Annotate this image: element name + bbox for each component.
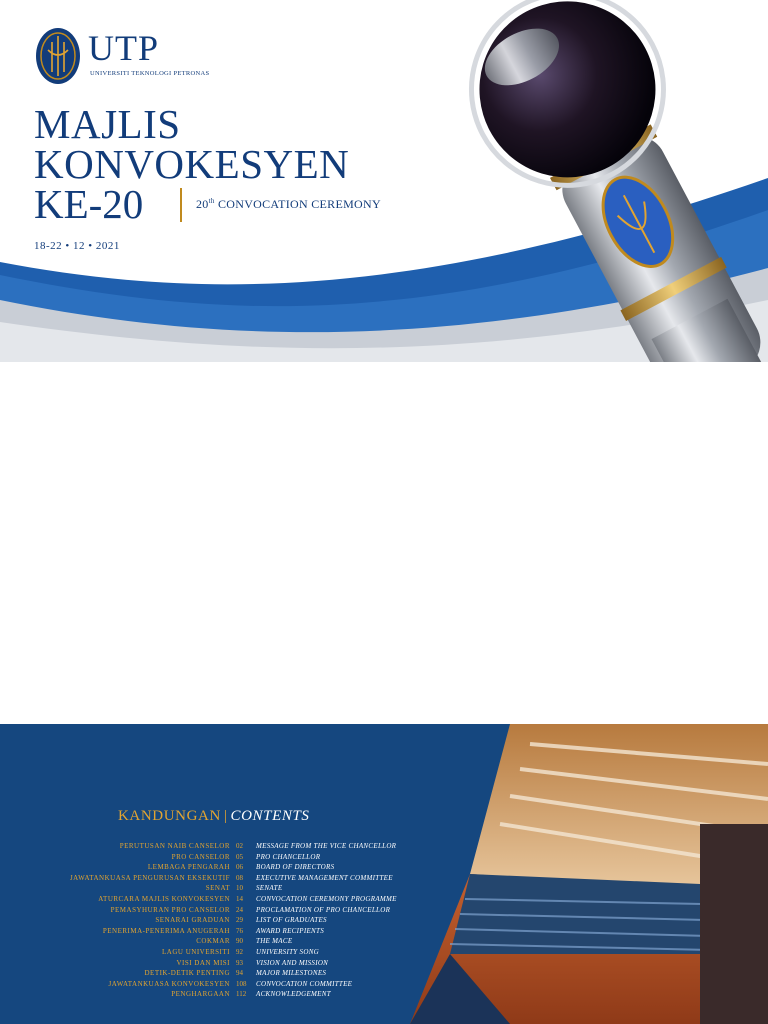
entry-page-number: 14 <box>236 895 243 903</box>
contents-heading-separator: | <box>223 808 228 824</box>
entry-page-number: 06 <box>236 863 243 872</box>
entry-title-ms: PRO CANSELOR <box>171 852 230 861</box>
entry-title-ms: JAWATANKUASA PENGURUSAN EKSEKUTIF <box>69 873 230 882</box>
entry-title-ms: DETIK-DETIK PENTING <box>144 969 230 978</box>
entry-page-number: 90 <box>236 937 243 946</box>
entry-title-ms: COKMAR <box>196 937 230 946</box>
contents-entry <box>0 862 420 873</box>
gold-divider <box>180 188 182 222</box>
contents-heading-ms: KANDUNGAN <box>118 808 221 824</box>
entry-page-number: 108 <box>236 979 247 988</box>
auditorium-image <box>410 724 768 1024</box>
entry-title-ms: JAWATANKUASA KONVOKESYEN <box>108 979 230 988</box>
cover-subtitle <box>196 197 381 212</box>
entry-title-ms: PENERIMA-PENERIMA ANUGERAH <box>102 926 230 935</box>
subtitle-text: CONVOCATION CEREMONY <box>214 197 381 211</box>
utp-logo <box>34 26 210 88</box>
entry-title-ms: SENAT <box>205 884 230 893</box>
entry-title-en: SENATE <box>256 884 283 893</box>
entry-page-number: 112 <box>236 990 247 999</box>
contents-entry <box>0 915 420 926</box>
entry-title-ms: PERUTUSAN NAIB CANSELOR <box>119 842 230 850</box>
contents-entry <box>0 905 420 916</box>
entry-title-en: UNIVERSITY SONG <box>256 948 320 956</box>
title-line-3: KE-20 <box>34 181 144 227</box>
cover-date: 18-22 • 12 • 2021 <box>34 240 120 252</box>
entry-page-number: 93 <box>236 958 243 967</box>
mace-image <box>440 0 768 362</box>
entry-title-ms: LEMBAGA PENGARAH <box>147 863 230 872</box>
subtitle-suffix: th <box>208 197 215 205</box>
entry-title-en: PROCLAMATION OF PRO CHANCELLOR <box>256 905 391 914</box>
entry-page-number: 76 <box>236 926 243 935</box>
entry-page-number: 02 <box>236 842 243 850</box>
entry-title-ms: SENARAI GRADUAN <box>155 916 230 925</box>
entry-title-ms: PENGHARGAAN <box>171 990 230 999</box>
entry-title-en: MAJOR MILESTONES <box>256 969 327 978</box>
contents-entry <box>0 947 420 958</box>
entry-page-number: 05 <box>236 852 243 861</box>
entry-title-en: BOARD OF DIRECTORS <box>256 863 335 872</box>
entry-page-number: 08 <box>236 873 243 882</box>
utp-emblem-icon <box>34 26 82 86</box>
entry-page-number: 94 <box>236 969 243 978</box>
contents-entry <box>0 873 420 884</box>
entry-title-en: THE MACE <box>256 937 293 946</box>
entry-title-en: VISION AND MISSION <box>256 958 329 967</box>
entry-title-en: LIST OF GRADUATES <box>256 916 327 925</box>
cover-title <box>34 101 350 187</box>
contents-entry <box>0 936 420 947</box>
contents-heading-en: CONTENTS <box>230 808 310 824</box>
logo-wordmark: UTP <box>88 28 160 68</box>
contents-entry <box>0 841 420 852</box>
entry-title-ms: LAGU UNIVERSITI <box>162 948 230 956</box>
entry-title-en: CONVOCATION COMMITTEE <box>256 979 353 988</box>
contents-entry <box>0 894 420 905</box>
contents-entry <box>0 852 420 863</box>
entry-page-number: 29 <box>236 916 243 925</box>
entry-title-ms: ATURCARA MAJLIS KONVOKESYEN <box>98 895 230 903</box>
title-line-1: MAJLIS <box>34 101 181 147</box>
entry-title-ms: PEMASYHURAN PRO CANSELOR <box>110 905 230 914</box>
contents-entry <box>0 979 420 990</box>
entry-title-en: CONVOCATION CEREMONY PROGRAMME <box>256 895 397 903</box>
entry-page-number: 92 <box>236 948 243 956</box>
contents-entry <box>0 968 420 979</box>
contents-page <box>0 724 768 1024</box>
contents-entry <box>0 958 420 969</box>
entry-title-en: AWARD RECIPIENTS <box>256 926 325 935</box>
entry-page-number: 10 <box>236 884 243 893</box>
title-line-2: KONVOKESYEN <box>34 141 350 187</box>
entry-page-number: 24 <box>236 905 243 914</box>
contents-heading <box>118 808 310 825</box>
contents-entry <box>0 989 420 1000</box>
entry-title-en: EXECUTIVE MANAGEMENT COMMITTEE <box>256 873 393 882</box>
logo-subtext: UNIVERSITI TEKNOLOGI PETRONAS <box>90 70 210 77</box>
entry-title-en: MESSAGE FROM THE VICE CHANCELLOR <box>256 842 397 850</box>
entry-title-en: ACKNOWLEDGEMENT <box>256 990 331 999</box>
contents-entry <box>0 883 420 894</box>
entry-title-en: PRO CHANCELLOR <box>256 852 321 861</box>
contents-entry <box>0 926 420 937</box>
cover-page <box>0 0 768 362</box>
subtitle-ordinal: 20 <box>196 197 209 211</box>
entry-title-ms: VISI DAN MISI <box>176 958 230 967</box>
